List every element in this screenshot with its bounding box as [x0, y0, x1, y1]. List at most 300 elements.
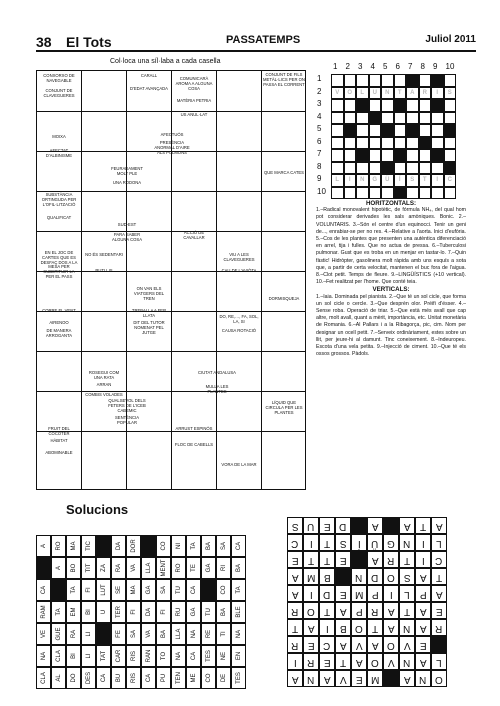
crossword-cell[interactable] [444, 74, 457, 87]
crossword-cell[interactable] [394, 112, 407, 125]
crossword-solution-cell: I [303, 534, 319, 551]
crossword-solution-cell: T [431, 568, 447, 585]
column-number: 6 [395, 62, 400, 71]
crossword-letter: N [385, 89, 390, 96]
crossword-solution-cell: T [319, 551, 335, 568]
crossword-cell[interactable] [356, 137, 369, 150]
syllable-solution-cell: CA [141, 667, 156, 689]
syllable-solution-cell: MA [126, 579, 141, 601]
crossword-cell[interactable] [381, 124, 394, 137]
clue: VIU A LES CLAVEGUERES [223, 252, 255, 262]
crossword-solution-cell: R [287, 602, 303, 619]
crossword-cell[interactable] [369, 187, 382, 200]
crossword-cell[interactable] [344, 137, 357, 150]
clue: MOIXA [52, 134, 66, 139]
crossword-cell[interactable] [344, 149, 357, 162]
syllable-solution-cell: CA [186, 645, 201, 667]
crossword-solution-cell [431, 636, 447, 653]
crossword-solution-cell: A [383, 602, 399, 619]
syllable-solution-cell: NE [216, 645, 231, 667]
crossword-cell[interactable] [381, 99, 394, 112]
crossword-letter: C [447, 177, 452, 183]
syllable-solution-cell: TO [156, 645, 171, 667]
crossword-letter: L [360, 89, 365, 96]
crossword-cell[interactable] [381, 137, 394, 150]
clue: UNA RODONA [112, 180, 142, 185]
syllable-solution-cell: U [96, 601, 111, 623]
clue: FLOC DE CABELLS [174, 442, 214, 447]
clue: CARALL [140, 73, 158, 78]
crossword-solution-cell [383, 670, 399, 687]
crossword-cell[interactable] [344, 124, 357, 137]
crossword-solution-cell: E [287, 551, 303, 568]
syllable-solution-cell: TA [51, 601, 66, 623]
clue: VORA DE LA MAR [221, 462, 257, 467]
crossword-letter: Í [398, 177, 401, 183]
crossword-solution-cell: A [415, 619, 431, 636]
syllable-solution-cell: DO [66, 667, 81, 689]
section-title: PASSATEMPS [226, 34, 301, 46]
clue: QUE MARCA CATES [264, 170, 304, 175]
syllable-solution-cell: CA [231, 535, 246, 557]
syllable-solution-cell: RO [171, 557, 186, 579]
solutions-title: Solucions [66, 502, 129, 517]
crossword-cell[interactable] [444, 124, 457, 137]
clue: SUBSTÀNCIA ORTINGUDA PER L'OFIL·LITZACIÓ [41, 192, 77, 207]
column-number: 5 [383, 62, 388, 71]
crossword-letter: R [422, 89, 427, 96]
syllable-solution-cell: SE [111, 579, 126, 601]
crossword-cell[interactable] [406, 149, 419, 162]
crossword-cell[interactable] [419, 112, 432, 125]
crossword-cell[interactable] [394, 124, 407, 137]
crossword-cell[interactable] [369, 162, 382, 175]
crossword-cell[interactable] [419, 187, 432, 200]
crossword-solution-cell: N [399, 534, 415, 551]
row-number: 6 [317, 136, 322, 146]
clue: AFECTAT D'ALBINISME [45, 148, 73, 158]
syllable-solution-cell [96, 623, 111, 645]
crossword-solution-cell: T [287, 619, 303, 636]
crossword-cell[interactable] [356, 162, 369, 175]
publication-title: El Tots [66, 34, 112, 50]
crossword-solution-cell: U [303, 517, 319, 534]
page-header [36, 34, 476, 52]
crossword-solution-cell: I [415, 534, 431, 551]
crossword-solution-cell: P [415, 585, 431, 602]
syllable-solution-cell: CLA [36, 667, 51, 689]
crossword-solution-cell: T [319, 602, 335, 619]
crossword-cell[interactable] [406, 74, 419, 87]
syllable-solution-cell: BI [81, 601, 96, 623]
crossword-cell[interactable] [356, 149, 369, 162]
crossword-cell[interactable] [444, 99, 457, 112]
crossword-solution-cell: R [287, 636, 303, 653]
clue: NO ÉS SEDENTARI [85, 252, 123, 257]
crossword-letter: I [436, 177, 439, 183]
clue: FRUIT DEL COCOTER [48, 426, 70, 436]
syllable-solution-cell: CO [216, 579, 231, 601]
crossword-cell[interactable] [356, 99, 369, 112]
crossword-cell[interactable] [394, 149, 407, 162]
syllable-solution-cell: CAR [111, 645, 126, 667]
crossword-solution-cell: V [335, 670, 351, 687]
crossword-solution-cell: P [351, 602, 367, 619]
crossword-solution-cell [351, 517, 367, 534]
syllable-solution-cell: LI [81, 623, 96, 645]
crossword-cell[interactable] [419, 74, 432, 87]
crossword-solution-cell: O [383, 636, 399, 653]
syllable-solution-cell: GA [186, 601, 201, 623]
syllable-solution-cell: EN [231, 645, 246, 667]
crossword-solution-cell: R [431, 619, 447, 636]
crossword-solution-cell: N [303, 670, 319, 687]
crossword [317, 62, 460, 196]
crossword-cell[interactable] [344, 162, 357, 175]
crossword-letter: I [348, 177, 351, 183]
syllable-solution-cell: DA [111, 535, 126, 557]
crossword-cell[interactable] [369, 149, 382, 162]
crossword-solution-cell: O [383, 568, 399, 585]
crossword-cell[interactable] [431, 74, 444, 87]
syllable-solution-cell: BA [201, 535, 216, 557]
crossword-cell[interactable] [369, 124, 382, 137]
crossword-cell[interactable] [356, 187, 369, 200]
crossword-letter: L [335, 177, 340, 183]
syllable-solution-cell: TES [231, 667, 246, 689]
syllable-solution-cell: NI [171, 535, 186, 557]
crossword-solution-cell: I [383, 585, 399, 602]
syllable-solution-cell: RU [171, 601, 186, 623]
syllable-solution-cell: CLA [51, 645, 66, 667]
crossword-cell[interactable] [331, 162, 344, 175]
crossword-solution-cell: A [415, 568, 431, 585]
column-number: 2 [345, 62, 350, 71]
crossword-solution-cell: R [367, 602, 383, 619]
clue: FEURADAMENT MOLT PLE [111, 166, 143, 176]
crossword-cell[interactable] [331, 137, 344, 150]
clue: DORMISQUEJA [268, 296, 300, 301]
syllable-solution-cell: MA [66, 535, 81, 557]
column-number: 4 [370, 62, 375, 71]
clue: QUALSEVOL DELS FETERS DE L'ICEB CABEMIC [108, 398, 146, 413]
syllable-solution-cell: NA [171, 645, 186, 667]
syllable-solution-cell: EM [66, 601, 81, 623]
crossword-solution-cell: C [319, 636, 335, 653]
clue: TREBALLA A FER LLATA [131, 308, 167, 318]
crossword-cell[interactable] [331, 74, 344, 87]
crossword-letter: G [372, 177, 378, 183]
crossword-solution-cell: A [399, 670, 415, 687]
crossword-solution-cell: V [351, 636, 367, 653]
row-number: 10 [317, 186, 326, 196]
clue: ROSEGUI COM UNA RATA [88, 370, 120, 380]
crossword-solution-cell: A [399, 517, 415, 534]
clue: COMUNICARÀ AROMA A ALGUNA COSA [175, 76, 213, 91]
crossword-cell[interactable] [431, 99, 444, 112]
row-number: 8 [317, 161, 322, 171]
row-number: 2 [317, 86, 322, 96]
crossword-cell[interactable] [444, 137, 457, 150]
crossword-solution-cell: M [303, 568, 319, 585]
crossword-solution-cell: E [415, 636, 431, 653]
crossword-cell[interactable] [419, 137, 432, 150]
crossword-cell[interactable] [444, 112, 457, 125]
crossword-cell[interactable] [369, 137, 382, 150]
crossword-cell[interactable] [431, 149, 444, 162]
syllable-solution-cell: BLE [231, 601, 246, 623]
crossword-cell[interactable] [406, 137, 419, 150]
crossword-solution-cell: A [415, 602, 431, 619]
clue: DIT DEL TUTOR NOMENAT PEL JUTGE [133, 320, 165, 335]
crossword-cell[interactable] [331, 99, 344, 112]
syllable-solution-cell: TIC [81, 535, 96, 557]
column-number: 9 [433, 62, 438, 71]
crossword-cell[interactable] [406, 112, 419, 125]
crossword-cell[interactable] [419, 124, 432, 137]
clue: LÍQUID QUE CIRCULA PER LES PLANTES [265, 400, 303, 415]
crossword-letter: V [335, 89, 340, 96]
crossword-solution-cell: N [399, 653, 415, 670]
crossword-solution-cell: A [367, 517, 383, 534]
crossword-cell[interactable] [356, 112, 369, 125]
crossword-cell[interactable] [381, 149, 394, 162]
crossword-solution-cell: A [351, 653, 367, 670]
syllable-solution-cell: FI [126, 601, 141, 623]
crossword-cell[interactable] [444, 187, 457, 200]
syllable-solution-cell: LLA [141, 557, 156, 579]
crossword-solution-cell: N [399, 619, 415, 636]
syllable-solution-cell: BU [111, 667, 126, 689]
crossword-cell[interactable] [406, 124, 419, 137]
crossword-letter: T [397, 89, 402, 96]
crossword-cell[interactable] [431, 162, 444, 175]
crossword-cell[interactable] [331, 149, 344, 162]
wordgrid-instructions: Col·loca una síl·laba a cada casella [110, 58, 221, 65]
clue: QUALIFICAT [46, 215, 72, 220]
crossword-cell[interactable] [344, 112, 357, 125]
column-number: 7 [408, 62, 413, 71]
crossword-solution-cell: A [335, 636, 351, 653]
syllable-solution-cell: BO [66, 557, 81, 579]
syllable-solution-grid [36, 535, 246, 695]
crossword-solution-cell [335, 568, 351, 585]
crossword-solution-cell [383, 517, 399, 534]
clue: CAUSA ROTACIÓ [221, 328, 257, 333]
syllable-solution-cell: VA [126, 557, 141, 579]
crossword-cell[interactable] [419, 149, 432, 162]
crossword-cell[interactable] [394, 162, 407, 175]
crossword-solution-cell: I [319, 619, 335, 636]
clue: PRESÈNCIA ANORMAL D'AIRE ALS PULMONS [154, 140, 190, 155]
syllable-solution-cell: NA [186, 623, 201, 645]
syllable-solution-cell: RAN [141, 645, 156, 667]
crossword-cell[interactable] [369, 74, 382, 87]
crossword-solution-grid [287, 505, 462, 695]
row-number: 9 [317, 174, 322, 183]
crossword-solution-cell: M [367, 670, 383, 687]
syllable-solution-cell: BA [216, 601, 231, 623]
crossword-cell[interactable] [394, 187, 407, 200]
syllable-solution-cell: TI [216, 623, 231, 645]
crossword-cell[interactable] [431, 187, 444, 200]
crossword-solution-cell: I [303, 585, 319, 602]
crossword-cell[interactable] [394, 99, 407, 112]
crossword-solution-cell: N [351, 568, 367, 585]
crossword-cell[interactable] [331, 187, 344, 200]
syllable-solution-cell: TAT [96, 645, 111, 667]
syllable-solution-cell: NA [231, 623, 246, 645]
crossword-cell[interactable] [444, 162, 457, 175]
crossword-cell[interactable] [381, 187, 394, 200]
crossword-cell[interactable] [394, 74, 407, 87]
syllable-solution-cell: TE [186, 557, 201, 579]
crossword-cell[interactable] [431, 112, 444, 125]
crossword-cell[interactable] [444, 149, 457, 162]
syllable-solution-cell: TIT [81, 557, 96, 579]
syllable-solution-cell: CO [201, 667, 216, 689]
syllable-solution-cell: RA [66, 623, 81, 645]
clue: AIRENOO [49, 320, 69, 325]
clue: RUTLLIS [95, 268, 113, 273]
crossword-cell[interactable] [431, 124, 444, 137]
crossword-solution-cell: D [335, 517, 351, 534]
crossword-solution-cell: G [383, 534, 399, 551]
crossword-solution-cell: O [303, 602, 319, 619]
crossword-definitions [316, 200, 466, 358]
syllable-solution-cell: TU [171, 579, 186, 601]
crossword-solution-cell: C [287, 534, 303, 551]
crossword-cell[interactable] [369, 99, 382, 112]
crossword-cell[interactable] [381, 74, 394, 87]
crossword-solution-cell: A [287, 670, 303, 687]
crossword-cell[interactable] [331, 112, 344, 125]
column-number: 8 [420, 62, 425, 71]
syllable-solution-cell: LI [81, 645, 96, 667]
crossword-letter: O [347, 89, 353, 96]
crossword-solution-cell: E [431, 602, 447, 619]
crossword-cell[interactable] [344, 74, 357, 87]
crossword-letter: Ü [385, 177, 390, 183]
syllable-solution-cell: TA [231, 579, 246, 601]
syllable-solution-cell: DES [81, 667, 96, 689]
crossword-solution-cell: T [303, 551, 319, 568]
syllable-solution-cell: VE [36, 623, 51, 645]
clue: PARA SABER ALGUNA COSA [111, 232, 143, 242]
crossword-solution-cell: T [367, 619, 383, 636]
crossword-cell[interactable] [356, 74, 369, 87]
syllable-solution-cell: A [51, 557, 66, 579]
horizontals-text: 1.–Radical monovalent hipotètic, de fórmula NH₄, del qual hom pot considerar derivades les sals amòniques. Bonic. 2.–VOLUNTARIS. 3.–Són el centre d'un equinocci. Tenir un geni de..., enrabiar-se per no res. 4.–Relative a l'aorta. Inici d'eufòria. 5.–Cos de les plantes que presenten una autèntica diferenciació en arrel, tija i fulles. Que no actua de pressa. 6.–Tuberculosi pulmonar. Gust que es troba en un menjar en tastar-lo. 7.–Quin fàstic! Hidròpter, gasolinera molt ràpida amb uns esquís a sota que, a partir de certa velocitat, mantenen el buc fora de l'aigua. 8.–Clot petit. Temps de fleure. 9.–LINGÜÍSTICS (+10 vertical). 10.–Fet realitzat per l'home. Que conté teia. [316, 207, 466, 286]
crossword-solution-cell: A [335, 602, 351, 619]
crossword-cell[interactable] [406, 162, 419, 175]
crossword-cell[interactable] [331, 124, 344, 137]
clue: DO, RE,…, FA, SOL, LA, SI [219, 314, 259, 324]
row-number: 7 [317, 149, 322, 158]
verticals-title: VERTICALS: [372, 286, 410, 294]
issue-date: Juliol 2011 [425, 34, 476, 45]
clue: MULLA LES PLANTES [205, 384, 229, 394]
crossword-solution-cell: R [303, 653, 319, 670]
crossword-solution-cell: V [383, 653, 399, 670]
crossword-solution-cell: E [335, 551, 351, 568]
syllable-solution-cell: LUT [96, 579, 111, 601]
syllable-solution-cell: DE [216, 667, 231, 689]
crossword-cell[interactable] [344, 99, 357, 112]
syllable-solution-cell: BA [156, 623, 171, 645]
crossword-cell[interactable] [419, 99, 432, 112]
crossword-cell[interactable] [381, 112, 394, 125]
clue: HÀBITAT [50, 438, 68, 443]
syllable-solution-cell: BI [66, 645, 81, 667]
crossword-solution-cell: P [367, 585, 383, 602]
crossword-solution-cell: B [335, 619, 351, 636]
syllable-solution-cell: LLA [171, 623, 186, 645]
crossword-cell[interactable] [394, 137, 407, 150]
clue: EN EL JOC DE CARTES QUE ES DESFAÇ DOS A LA MESA PER SUBSTITUIR LA PER EL PASS [40, 250, 78, 279]
crossword-solution-cell: M [351, 585, 367, 602]
crossword-cell[interactable] [419, 162, 432, 175]
syllable-solution-cell [201, 579, 216, 601]
syllable-solution-cell: NA [36, 645, 51, 667]
crossword-cell[interactable] [369, 112, 382, 125]
clue: SENTÈNCIA POPULAR [115, 415, 139, 425]
clue: CONJUNT DE CLAVEGUERES [43, 88, 75, 98]
row-number: 4 [317, 111, 322, 121]
crossword-solution-cell: A [287, 568, 303, 585]
crossword-cell[interactable] [381, 162, 394, 175]
clue: COMBIS VOLADES [85, 392, 123, 397]
crossword-cell[interactable] [356, 124, 369, 137]
clue: SUD-EST [117, 222, 137, 227]
crossword-solution-cell: T [319, 534, 335, 551]
row-number: 5 [317, 124, 322, 133]
clue: D'EDAT AVANÇADA [130, 86, 168, 91]
crossword-solution-cell: R [383, 551, 399, 568]
crossword-solution-cell: O [367, 653, 383, 670]
crossword-solution-cell: E [319, 653, 335, 670]
crossword-solution-cell: V [399, 636, 415, 653]
crossword-cell[interactable] [406, 99, 419, 112]
syllable-solution-cell: TER [111, 601, 126, 623]
syllable-grid [36, 70, 306, 490]
crossword-solution-cell: A [431, 517, 447, 534]
clue: CIUTAT ANDALUSA [198, 370, 236, 375]
crossword-solution-cell: O [351, 619, 367, 636]
syllable-solution-cell: FI [156, 601, 171, 623]
syllable-solution-cell: SA [126, 623, 141, 645]
syllable-solution-cell: GUE [51, 623, 66, 645]
crossword-letter: S [447, 89, 452, 96]
clue: ARRAN [96, 382, 112, 387]
clue: ARRUST ESPINÓS [175, 426, 213, 431]
crossword-solution-cell: L [431, 534, 447, 551]
crossword-letter: S [410, 177, 415, 183]
crossword-letter: U [372, 89, 377, 96]
clue: ABOMINABLE [45, 450, 73, 455]
syllable-solution-cell: SA [156, 579, 171, 601]
syllable-solution-cell: ZA [96, 557, 111, 579]
crossword-solution-cell: A [383, 619, 399, 636]
syllable-solution-cell: RAM [36, 601, 51, 623]
syllable-solution-cell: TEN [171, 667, 186, 689]
syllable-solution-cell: MENT [156, 557, 171, 579]
crossword-cell[interactable] [344, 187, 357, 200]
crossword-cell[interactable] [406, 187, 419, 200]
crossword-solution-cell: L [399, 585, 415, 602]
crossword-cell[interactable] [431, 137, 444, 150]
syllable-solution-cell: TU [201, 601, 216, 623]
